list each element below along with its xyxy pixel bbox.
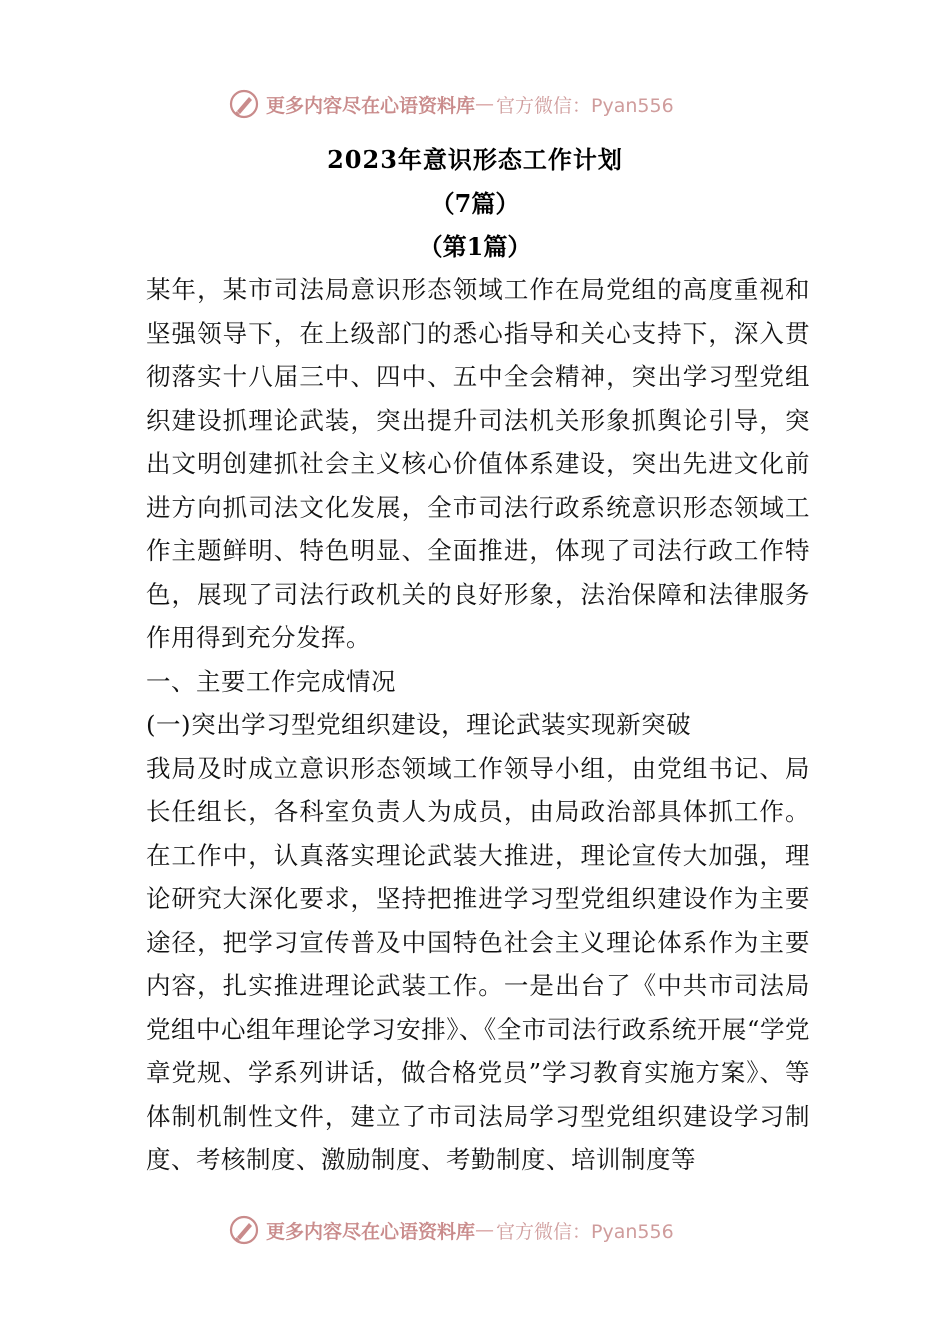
pen-seal-icon [228,88,260,120]
pen-seal-icon [228,1214,260,1246]
watermark-brand-text: 更多内容尽在心语资料库 [266,1220,476,1243]
body-paragraph-detail: 我局及时成立意识形态领域工作领导小组，由党组书记、局长任组长，各科室负责人为成员，由局政治部具体抓工作。在工作中，认真落实理论武装大推进，理论宣传大加强，理论研究大深化要求，坚持把推进学习型党组织建设作为主要途径，把学习宣传普及中国特色社会主义理论体系作为主要内容，扎实推进理论武装工作。一是出台了《中共市司法局党组中心组年理论学习安排》、《全市司法行政系统开展“学党章党规、学系列讲话，做合格党员”学习教育实施方案》、等体制机制性文件，建立了市司法局学习型党组织建设学习制度、考核制度、激励制度、考勤制度、培训制度等 [146,753,810,1174]
watermark-wechat-text: 官方微信：Pyan556 [496,94,674,117]
document-body [146,268,810,1182]
section-heading: 一、主要工作完成情况 [146,666,396,696]
header-watermark [228,86,674,122]
document-title: 2023年意识形态工作计划 [327,145,623,174]
subsection-heading: (一)突出学习型党组织建设，理论武装实现新突破 [146,710,692,739]
watermark-dash: — [475,93,495,115]
document-part-label: （第1篇） [418,232,532,261]
body-paragraph-intro: 某年，某市司法局意识形态领域工作在局党组的高度重视和坚强领导下，在上级部门的悉心指导和关心支持下，深入贯彻落实十八届三中、四中、五中全会精神，突出学习型党组织建设抓理论武装，突出提升司法机关形象抓舆论引导，突出文明创建抓社会主义核心价值体系建设，突出先进文化前进方向抓司法文化发展，全市司法行政系统意识形态领域工作主题鲜明、特色明显、全面推进，体现了司法行政工作特色，展现了司法行政机关的良好形象，法治保障和法律服务作用得到充分发挥。 [146,275,810,652]
document-count-label: （7篇） [430,189,520,218]
footer-watermark [228,1212,674,1248]
watermark-wechat-text: 官方微信：Pyan556 [496,1220,674,1243]
watermark-dash: — [475,1219,495,1241]
watermark-brand-text: 更多内容尽在心语资料库 [266,94,476,117]
